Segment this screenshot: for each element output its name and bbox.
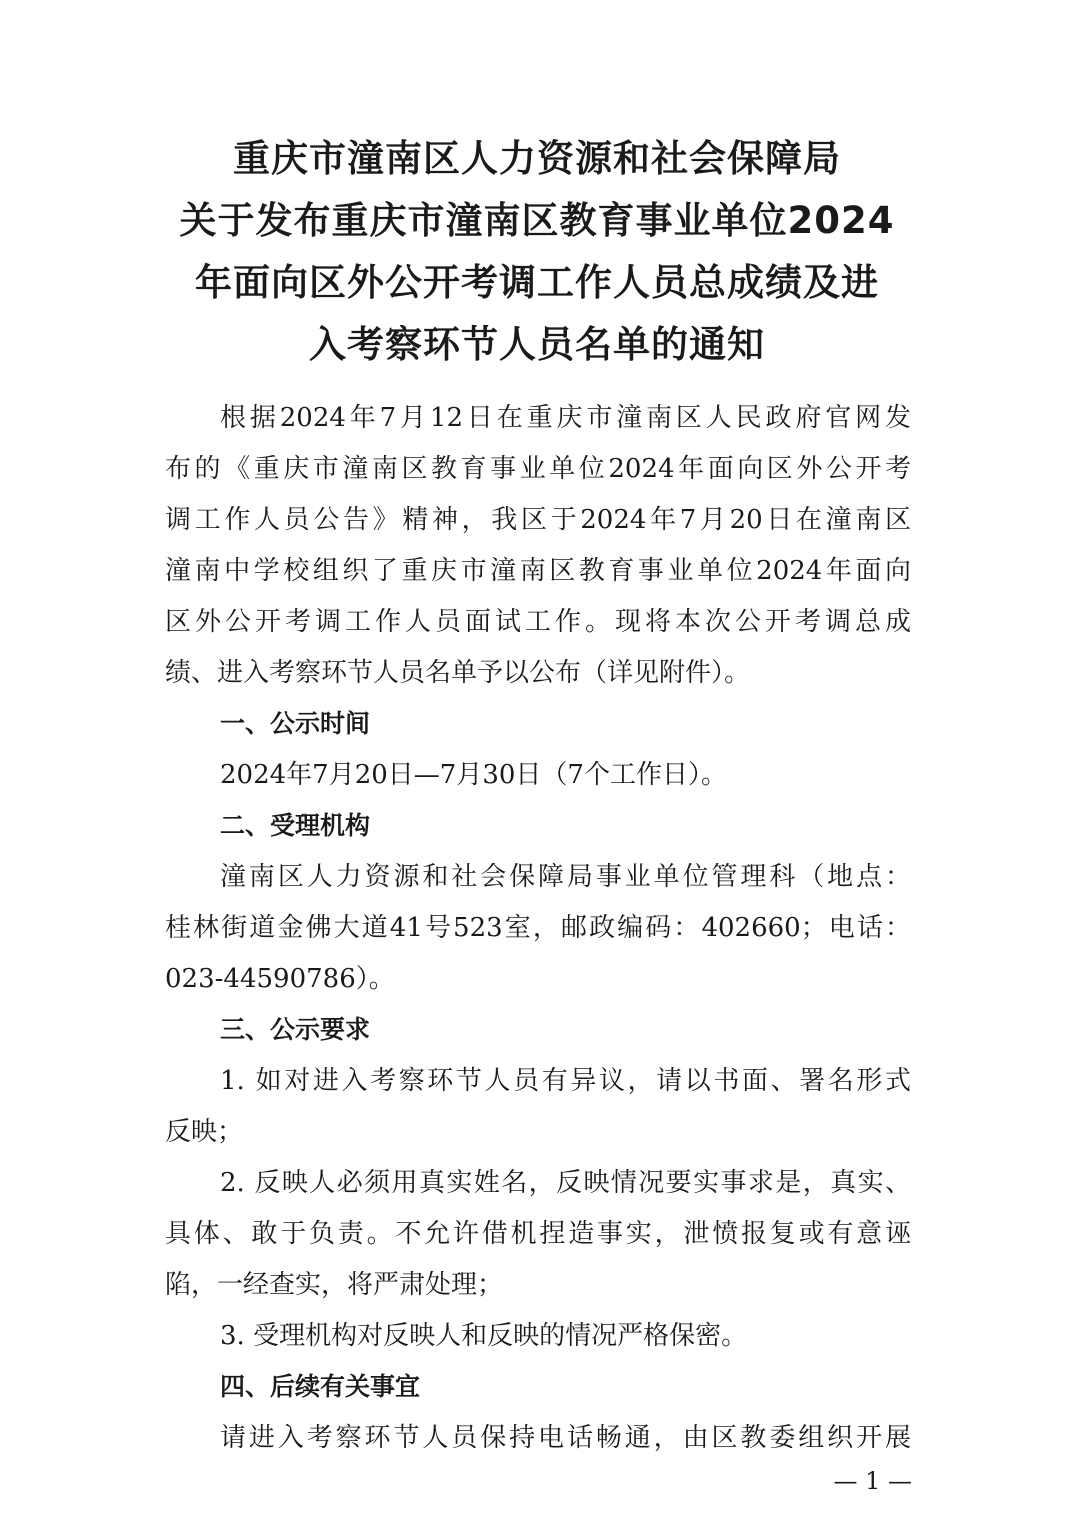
section-line: 潼南区人力资源和社会保障局事业单位管理科（地点：	[220, 862, 911, 892]
section-heading-publicity-requirements: 三、公示要求	[220, 1015, 371, 1044]
section-line: 2024年7月20日—7月30日（7个工作日）。	[220, 760, 727, 790]
intro-line: 布的《重庆市潼南区教育事业单位2024年面向区外公开考	[165, 454, 911, 484]
section-line: 具体、敢于负责。不允许借机捏造事实，泄愤报复或有意诬	[165, 1219, 911, 1249]
intro-line: 潼南中学校组织了重庆市潼南区教育事业单位2024年面向	[165, 556, 911, 586]
title-line: 关于发布重庆市潼南区教育事业单位2024	[179, 199, 895, 242]
intro-line: 绩、进入考察环节人员名单予以公布（详见附件）。	[165, 658, 751, 688]
section-line: 陷，一经查实，将严肃处理；	[165, 1270, 504, 1300]
section-heading-receiving-agency: 二、受理机构	[220, 811, 371, 840]
section-line: 3. 受理机构对反映人和反映的情况严格保密。	[220, 1321, 748, 1351]
title-line: 年面向区外公开考调工作人员总成绩及进	[195, 261, 879, 304]
section-line: 023-44590786）。	[165, 964, 395, 994]
section-line: 2. 反映人必须用真实姓名，反映情况要实事求是，真实、	[220, 1168, 911, 1198]
section-heading-follow-up: 四、后续有关事宜	[220, 1372, 421, 1401]
section-line: 反映；	[165, 1117, 244, 1147]
title-line: 重庆市潼南区人力资源和社会保障局	[233, 137, 841, 180]
intro-line: 区外公开考调工作人员面试工作。现将本次公开考调总成	[165, 607, 911, 637]
intro-line: 根据2024年7月12日在重庆市潼南区人民政府官网发	[220, 403, 911, 433]
section-line: 请进入考察环节人员保持电话畅通，由区教委组织开展	[220, 1423, 911, 1453]
section-line: 桂林街道金佛大道41号523室，邮政编码：402660；电话：	[165, 913, 911, 943]
title-line: 入考察环节人员名单的通知	[309, 323, 765, 366]
section-line: 1. 如对进入考察环节人员有异议，请以书面、署名形式	[220, 1066, 911, 1096]
document-title	[150, 128, 924, 376]
section-heading-publicity-time: 一、公示时间	[220, 709, 371, 738]
page-number: — 1 —	[833, 1467, 912, 1495]
intro-line: 调工作人员公告》精神，我区于2024年7月20日在潼南区	[165, 505, 911, 535]
